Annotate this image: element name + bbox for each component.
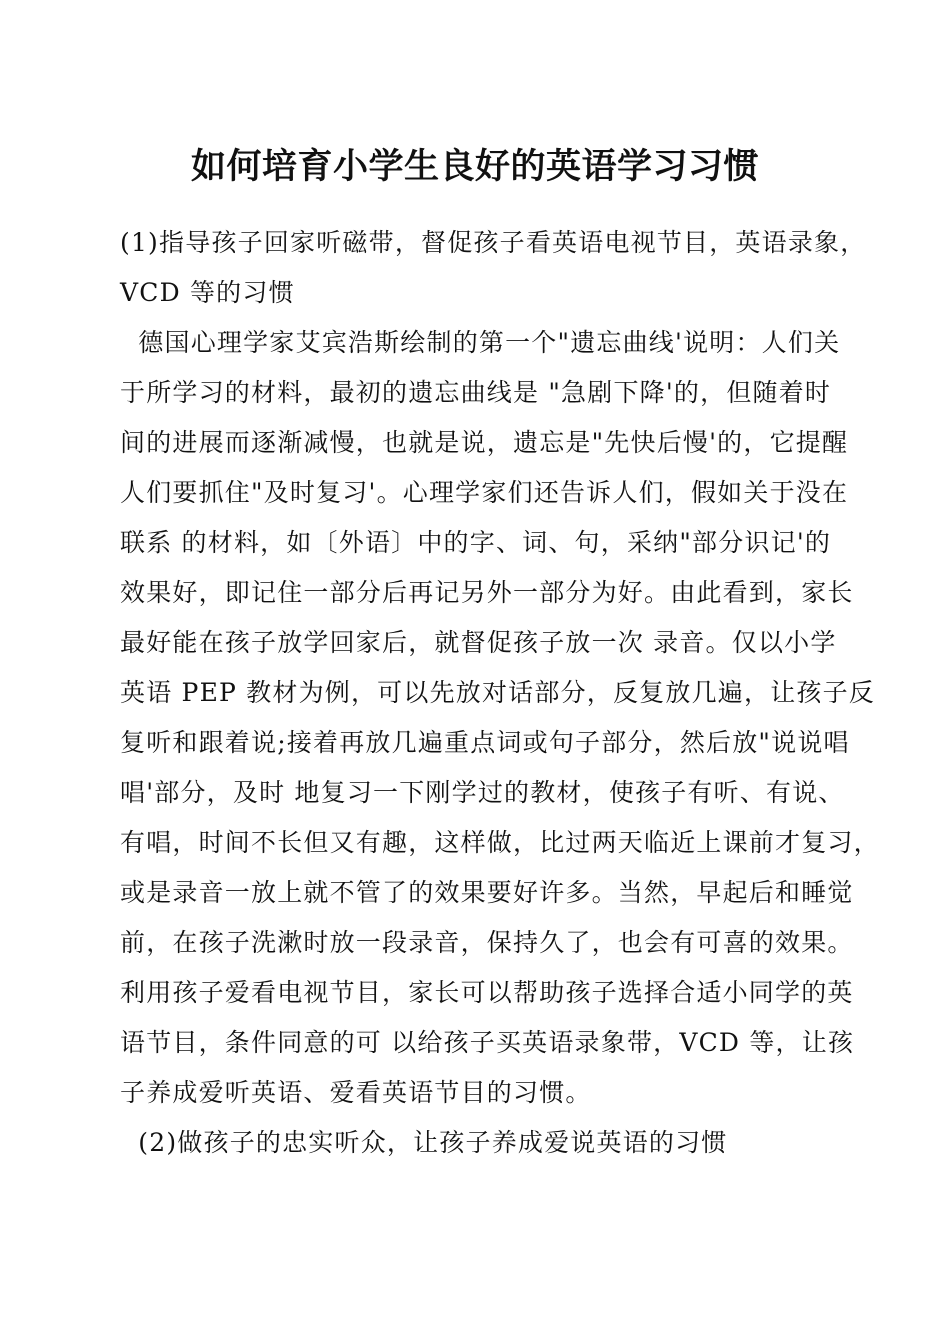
- paragraph-line: 人们要抓住"及时复习'。心理学家们还告诉人们，假如关于没在: [120, 478, 849, 507]
- paragraph-line: 子养成爱听英语、爱看英语节目的习惯。: [120, 1078, 592, 1107]
- paragraph-line: 复听和跟着说;接着再放几遍重点词或句子部分，然后放"说说唱: [120, 728, 850, 757]
- paragraph-line: 最好能在孩子放学回家后，就督促孩子放一次 录音。仅以小学: [120, 628, 837, 657]
- paragraph-line: 语节目，条件同意的可 以给孩子买英语录象带，VCD 等，让孩: [120, 1028, 855, 1057]
- paragraph-line: 唱'部分，及时 地复习一下刚学过的教材，使孩子有听、有说、: [120, 778, 845, 807]
- paragraph-line: 前，在孩子洗漱时放一段录音，保持久了，也会有可喜的效果。: [120, 928, 854, 957]
- paragraph-line: 或是录音一放上就不管了的效果要好许多。当然，早起后和睡觉: [120, 878, 854, 907]
- heading-1-line: VCD 等的习惯: [120, 278, 295, 307]
- paragraph-line: 于所学习的材料，最初的遗忘曲线是 "急剧下降'的，但随着时: [120, 378, 832, 407]
- paragraph-line: 英语 PEP 教材为例，可以先放对话部分，反复放几遍，让孩子反: [120, 678, 875, 707]
- paragraph-line: 联系 的材料，如〔外语〕中的字、词、句，采纳"部分识记'的: [120, 528, 832, 557]
- paragraph-line: 有唱，时间不长但又有趣，这样做，比过两天临近上课前才复习，: [120, 828, 880, 857]
- paragraph-line: 间的进展而逐渐减慢，也就是说，遗忘是"先快后慢'的，它提醒: [120, 428, 849, 457]
- paragraph-line: 效果好，即记住一部分后再记另外一部分为好。由此看到，家长: [120, 578, 854, 607]
- paragraph-line: 德国心理学家艾宾浩斯绘制的第一个"遗忘曲线'说明：人们关: [120, 328, 841, 357]
- document-title: 如何培育小学生良好的英语学习习惯: [190, 146, 759, 187]
- heading-1-line: (1)指导孩子回家听磁带，督促孩子看英语电视节目，英语录象，: [120, 228, 867, 257]
- heading-2: (2)做孩子的忠实听众，让孩子养成爱说英语的习惯: [120, 1128, 728, 1157]
- paragraph-line: 利用孩子爱看电视节目，家长可以帮助孩子选择合适小同学的英: [120, 978, 854, 1007]
